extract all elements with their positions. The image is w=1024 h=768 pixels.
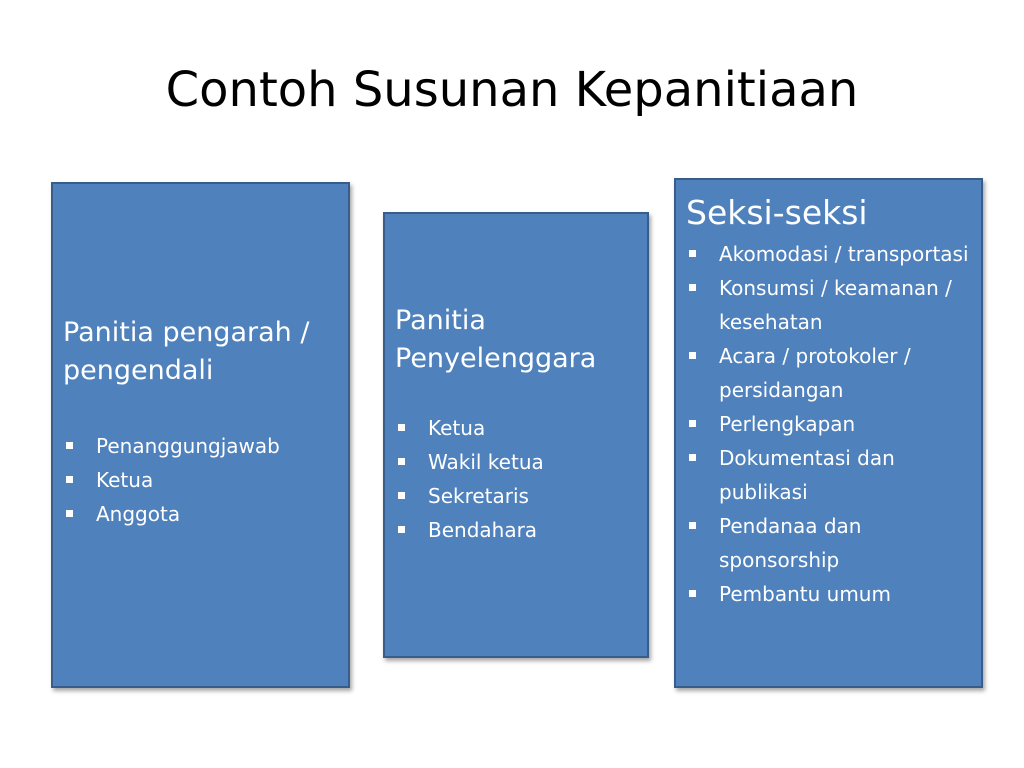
bullet-square-icon xyxy=(398,526,405,533)
panitia-penyelenggara-content xyxy=(395,302,639,547)
list-item: Ketua xyxy=(395,411,639,445)
seksi-seksi-list xyxy=(686,237,975,611)
bullet-square-icon xyxy=(689,352,696,359)
list-item: Akomodasi / transportasi xyxy=(686,237,975,271)
bullet-square-icon xyxy=(689,522,696,529)
panitia-penyelenggara-heading: Panitia Penyelenggara xyxy=(395,305,597,375)
panitia-penyelenggara-box xyxy=(383,212,649,658)
seksi-seksi-box xyxy=(674,178,983,688)
bullet-square-icon xyxy=(398,424,405,431)
list-item: Wakil ketua xyxy=(395,445,639,479)
seksi-seksi-heading: Seksi-seksi xyxy=(686,193,868,232)
page-title: Contoh Susunan Kepanitiaan xyxy=(165,62,859,118)
panitia-pengarah-box xyxy=(51,182,350,688)
panitia-pengarah-list xyxy=(63,429,340,531)
list-item: Acara / protokoler / persidangan xyxy=(686,339,975,407)
bullet-square-icon xyxy=(66,510,73,517)
list-item: Dokumentasi dan publikasi xyxy=(686,441,975,509)
list-item: Bendahara xyxy=(395,513,639,547)
bullet-square-icon xyxy=(689,590,696,597)
list-item: Penanggungjawab xyxy=(63,429,340,463)
list-item: Perlengkapan xyxy=(686,407,975,441)
panitia-pengarah-content xyxy=(63,314,340,531)
bullet-square-icon xyxy=(398,458,405,465)
panitia-pengarah-heading: Panitia pengarah / pengendali xyxy=(63,317,310,387)
list-item: Ketua xyxy=(63,463,340,497)
list-item: Pendanaa dan sponsorship xyxy=(686,509,975,577)
list-item: Sekretaris xyxy=(395,479,639,513)
bullet-square-icon xyxy=(66,442,73,449)
panitia-penyelenggara-list xyxy=(395,411,639,547)
bullet-square-icon xyxy=(689,420,696,427)
bullet-square-icon xyxy=(689,454,696,461)
bullet-square-icon xyxy=(689,250,696,257)
list-item: Pembantu umum xyxy=(686,577,975,611)
list-item: Konsumsi / keamanan / kesehatan xyxy=(686,271,975,339)
seksi-seksi-content xyxy=(686,192,975,611)
list-item: Anggota xyxy=(63,497,340,531)
bullet-square-icon xyxy=(689,284,696,291)
bullet-square-icon xyxy=(398,492,405,499)
bullet-square-icon xyxy=(66,476,73,483)
